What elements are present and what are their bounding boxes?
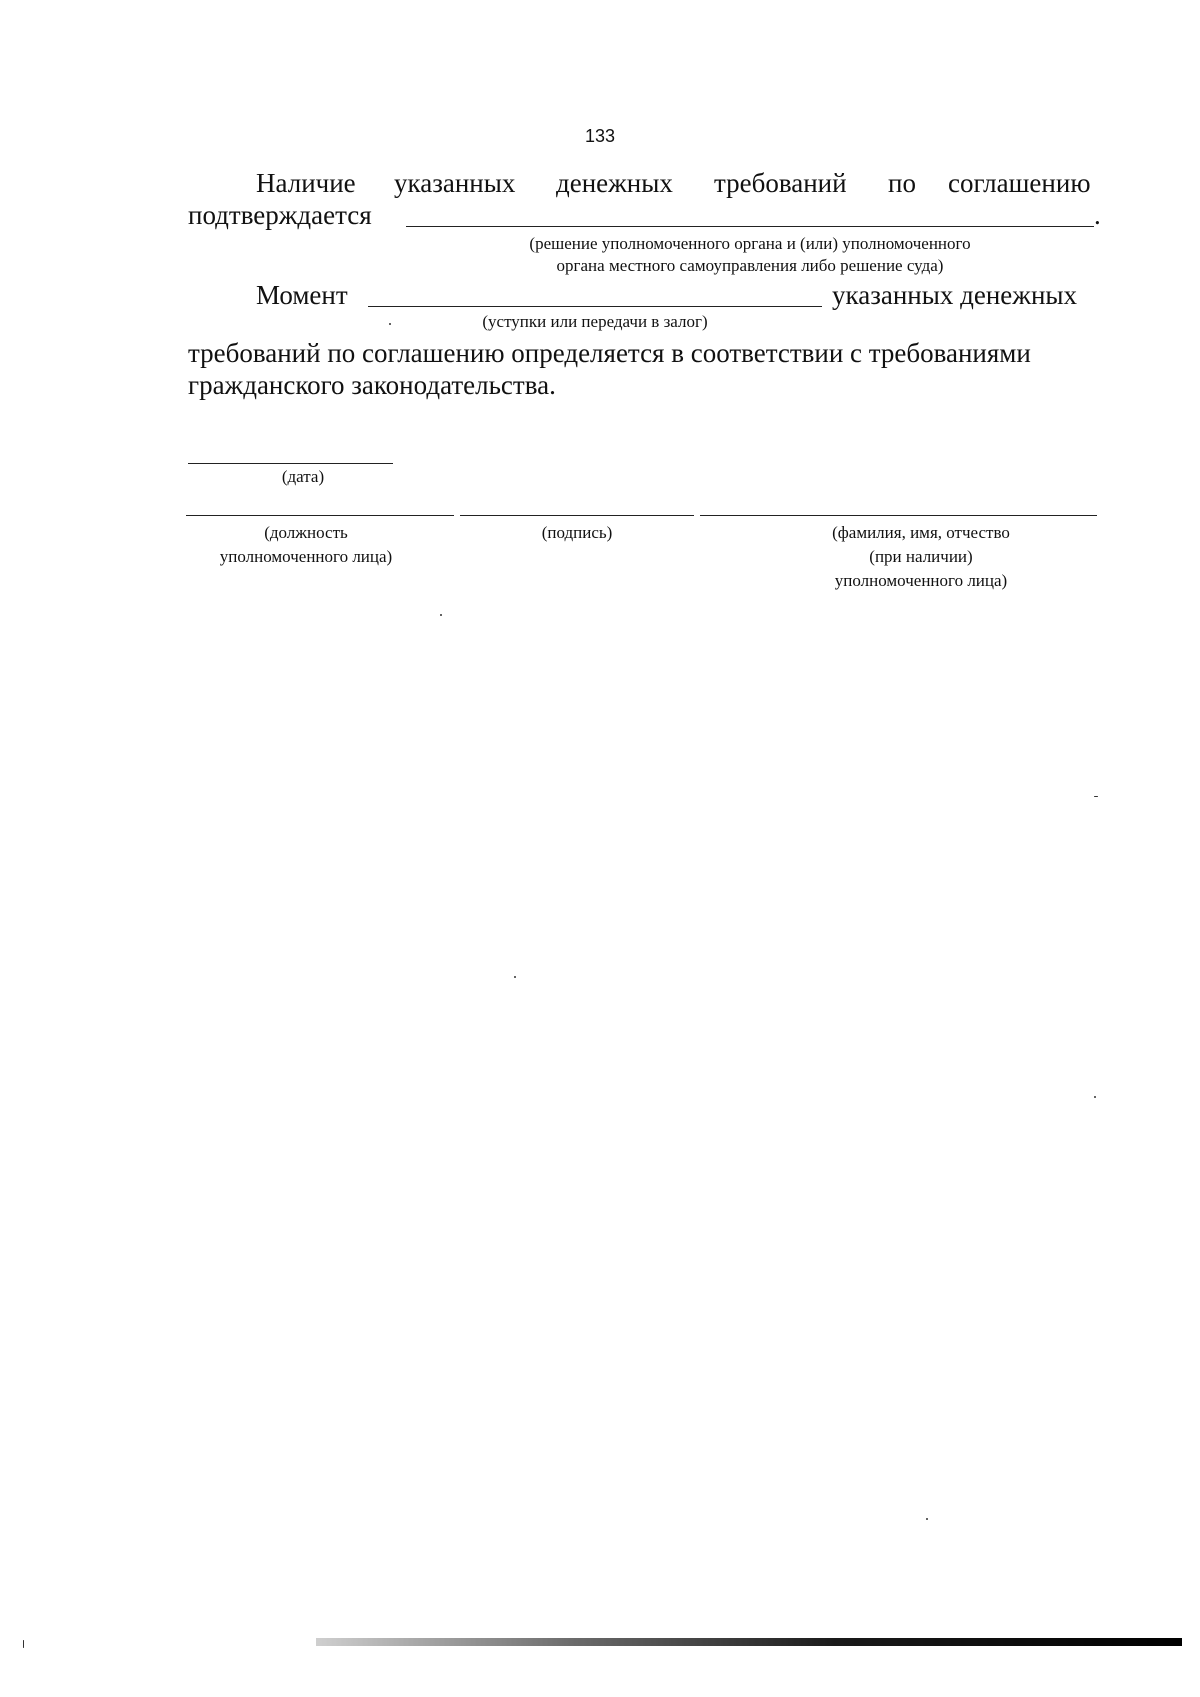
date-line (188, 463, 393, 464)
p1-word-1: Наличие (256, 168, 356, 198)
name-label-line1: (фамилия, имя, отчество (832, 523, 1010, 542)
p1-caption-line1: (решение уполномоченного органа и (или) уполномоченного (529, 234, 971, 253)
p1-line2-start: подтверждается (188, 200, 372, 230)
p2-fill-line (368, 306, 822, 307)
p1-caption-line2: органа местного самоуправления либо решение суда) (556, 256, 944, 275)
signature-line (460, 515, 694, 516)
name-label-line2: (при наличии) (869, 547, 973, 566)
p2-line3: гражданского законодательства. (188, 370, 556, 400)
name-line (700, 515, 1097, 516)
date-label: (дата) (281, 467, 325, 486)
page-number: 133 (584, 126, 616, 146)
scan-speck (440, 614, 442, 616)
position-label-line2: уполномоченного лица) (219, 547, 393, 566)
p2-end: указанных денежных (832, 280, 1078, 310)
p1-word-5: по (888, 168, 916, 198)
p1-word-2: указанных (394, 168, 516, 198)
position-line (186, 515, 454, 516)
p1-line2-end: . (1094, 200, 1101, 230)
signature-label: (подпись) (541, 523, 613, 542)
position-label-line1: (должность (264, 523, 348, 542)
scan-speck (1094, 1096, 1096, 1098)
name-label-line3: уполномоченного лица) (834, 571, 1008, 590)
p1-word-6: соглашению (948, 168, 1091, 198)
p2-caption: (уступки или передачи в залог) (482, 312, 708, 331)
p2-start: Момент (256, 280, 348, 310)
bottom-scan-rule (316, 1638, 1182, 1646)
p1-fill-line (406, 226, 1094, 227)
scan-speck (926, 1518, 928, 1520)
p1-word-4: требований (714, 168, 847, 198)
scan-speck (514, 976, 516, 978)
p1-word-3: денежных (556, 168, 673, 198)
p2-line2: требований по соглашению определяется в соответствии с требованиями (188, 338, 1031, 368)
scan-speck (1094, 796, 1098, 797)
scan-speck (23, 1640, 24, 1648)
